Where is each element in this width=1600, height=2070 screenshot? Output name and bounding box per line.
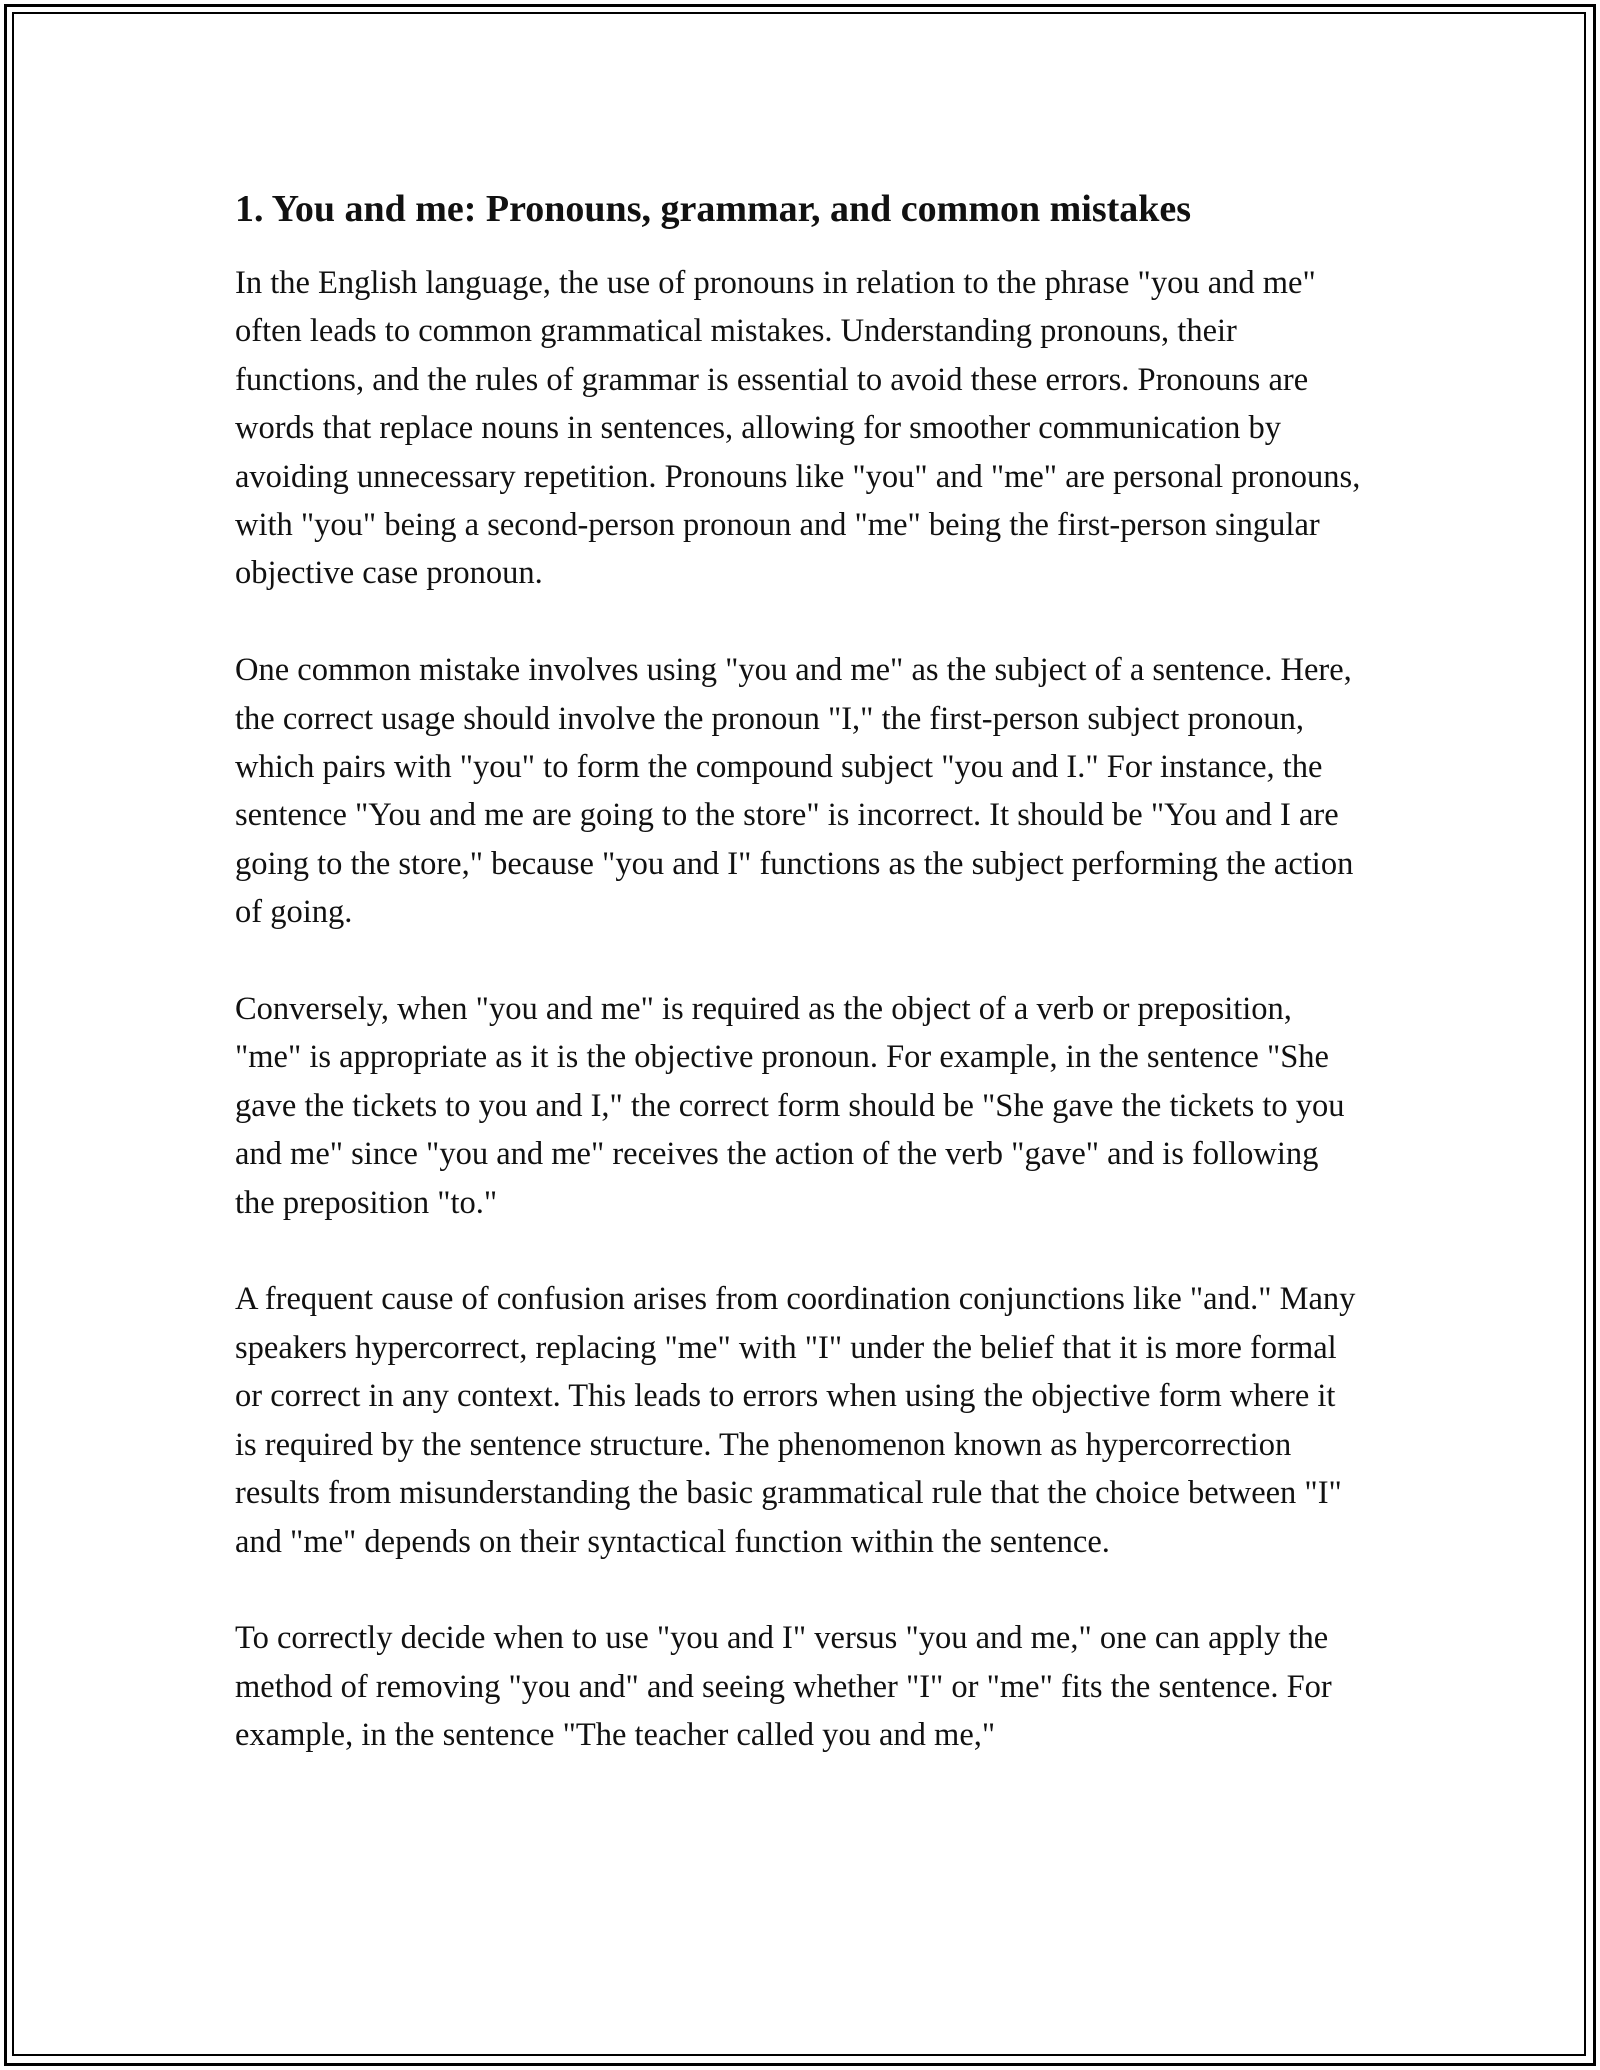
paragraph-intro: In the English language, the use of pronouns in relation to the phrase "you and me" often leads to common grammatical mistakes. Understanding pronouns, their functions, and the rules of grammar is essential to avoid these errors. Pronouns are words that replace nouns in sentences, allowing for smoother communication by avoiding unnecessary repetition. Pronouns like "you" and "me" are personal pronouns, with "you" being a second-person pronoun and "me" being the first-person singular objective case pronoun.: [235, 265, 1361, 592]
document-body: [235, 185, 1365, 1808]
paragraph-subject-mistake: One common mistake involves using "you and me" as the subject of a sentence. Here, the correct usage should involve the pronoun "I," the first-person subject pronoun, which pairs with "you" to form the compound subject "you and I." For instance, the sentence "You and me are going to the store" is incorrect. It should be "You and I are going to the store," because "you and I" functions as the subject performing the action of going.: [235, 652, 1354, 931]
paragraph-hypercorrection: A frequent cause of confusion arises from coordination conjunctions like "and." Many speakers hypercorrect, replacing "me" with "I" under the belief that it is more formal or correct in any context. This leads to errors when using the objective form where it is required by the sentence structure. The phenomenon known as hypercorrection results from misunderstanding the basic grammatical rule that the choice between "I" and "me" depends on their syntactical function within the sentence.: [235, 1281, 1356, 1560]
paragraph-object-usage: Conversely, when "you and me" is required as the object of a verb or preposition, "me" is appropriate as it is the objective pronoun. For example, in the sentence "She gave the tickets to you and I," the correct form should be "She gave the tickets to you and me" since "you and me" receives the action of the verb "gave" and is following the preposition "to.": [235, 991, 1345, 1221]
paragraph-removal-method: To correctly decide when to use "you and I" versus "you and me," one can apply the method of removing "you and" and seeing whether "I" or "me" fits the sentence. For example, in the sentence "The teacher called you and me,": [235, 1620, 1332, 1754]
document-title: 1. You and me: Pronouns, grammar, and common mistakes: [235, 188, 1192, 230]
